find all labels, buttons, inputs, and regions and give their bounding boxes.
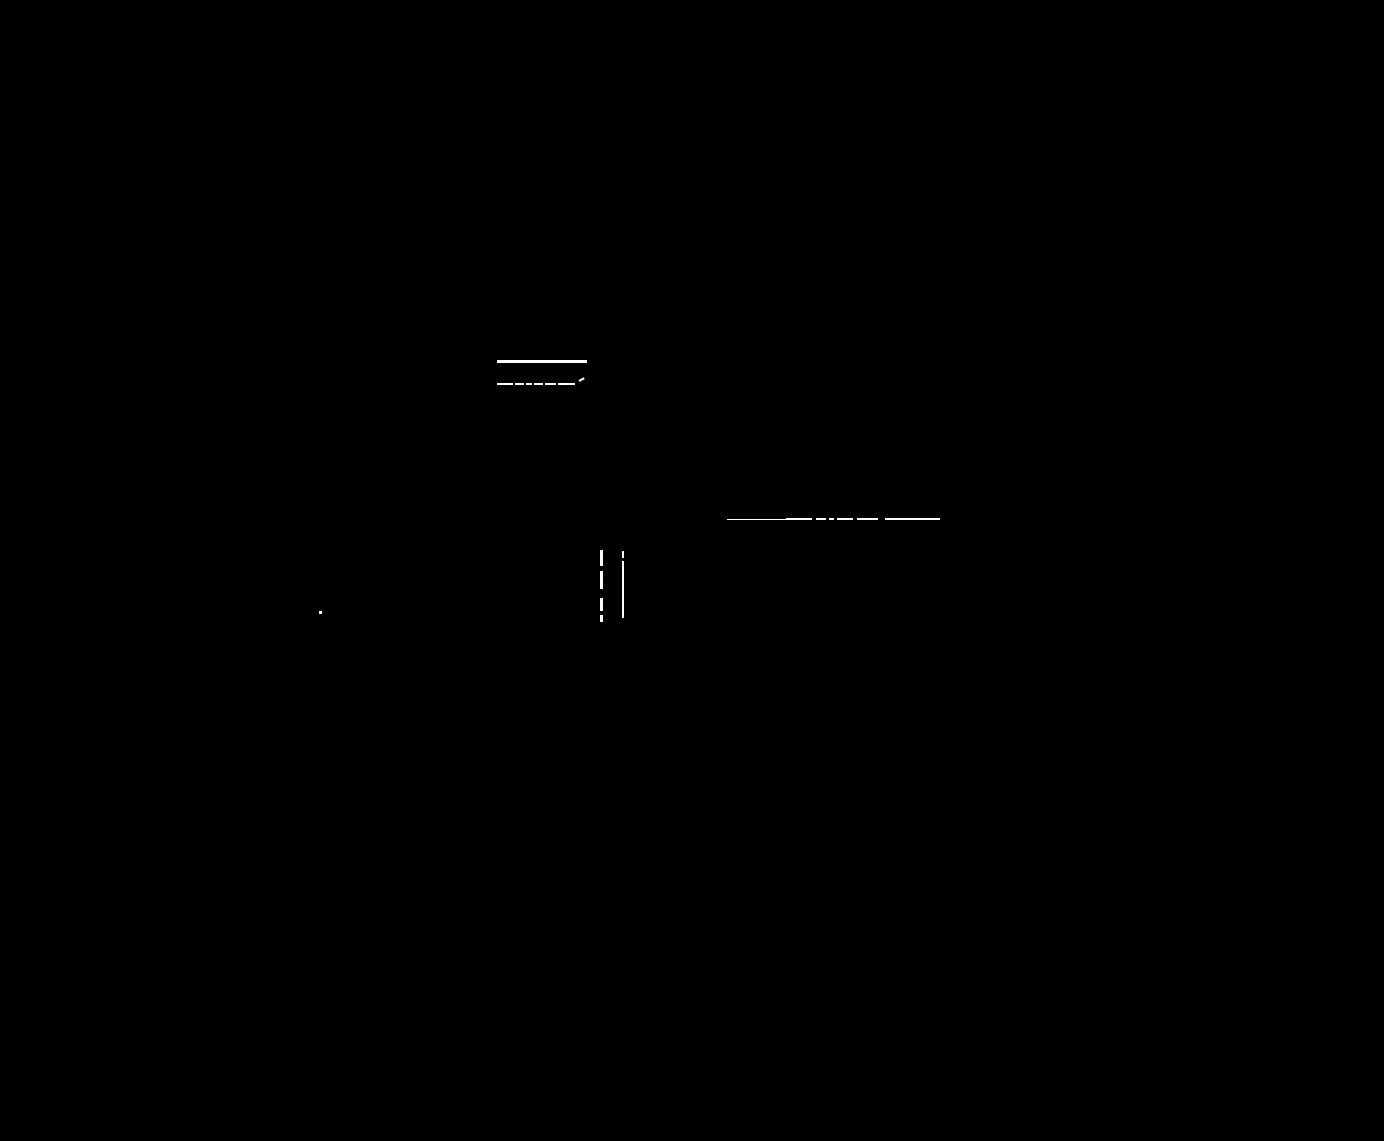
vertical-dashed-highlight-dash-2 bbox=[600, 571, 603, 589]
upper-broken-highlight-seg-5 bbox=[545, 383, 556, 385]
upper-broken-highlight-seg-1 bbox=[497, 383, 513, 385]
long-highlight-thick-seg-4 bbox=[837, 518, 853, 520]
vertical-solid-highlight-main bbox=[622, 561, 625, 618]
upper-broken-highlight-tick bbox=[578, 377, 584, 382]
upper-broken-highlight-seg-3 bbox=[526, 383, 532, 385]
long-highlight-thick-seg-3 bbox=[829, 518, 834, 520]
upper-solid-highlight-line bbox=[497, 360, 587, 363]
vertical-dashed-highlight-dash-1 bbox=[600, 550, 603, 566]
vertical-dashed-highlight-dash-4 bbox=[600, 615, 603, 622]
long-highlight-thick-seg-1 bbox=[786, 518, 812, 520]
long-highlight-thin-left bbox=[727, 519, 786, 520]
long-highlight-thick-seg-5 bbox=[857, 518, 878, 520]
upper-broken-highlight-seg-4 bbox=[534, 383, 543, 385]
vertical-dashed-highlight-dash-3 bbox=[600, 598, 603, 611]
small-highlight-dot bbox=[319, 611, 322, 614]
long-highlight-thin-right bbox=[885, 518, 940, 519]
upper-broken-highlight-seg-6 bbox=[558, 383, 575, 385]
long-highlight-thick-seg-2 bbox=[816, 518, 826, 520]
upper-broken-highlight-seg-2 bbox=[515, 383, 524, 385]
vertical-solid-highlight-top bbox=[622, 551, 625, 558]
